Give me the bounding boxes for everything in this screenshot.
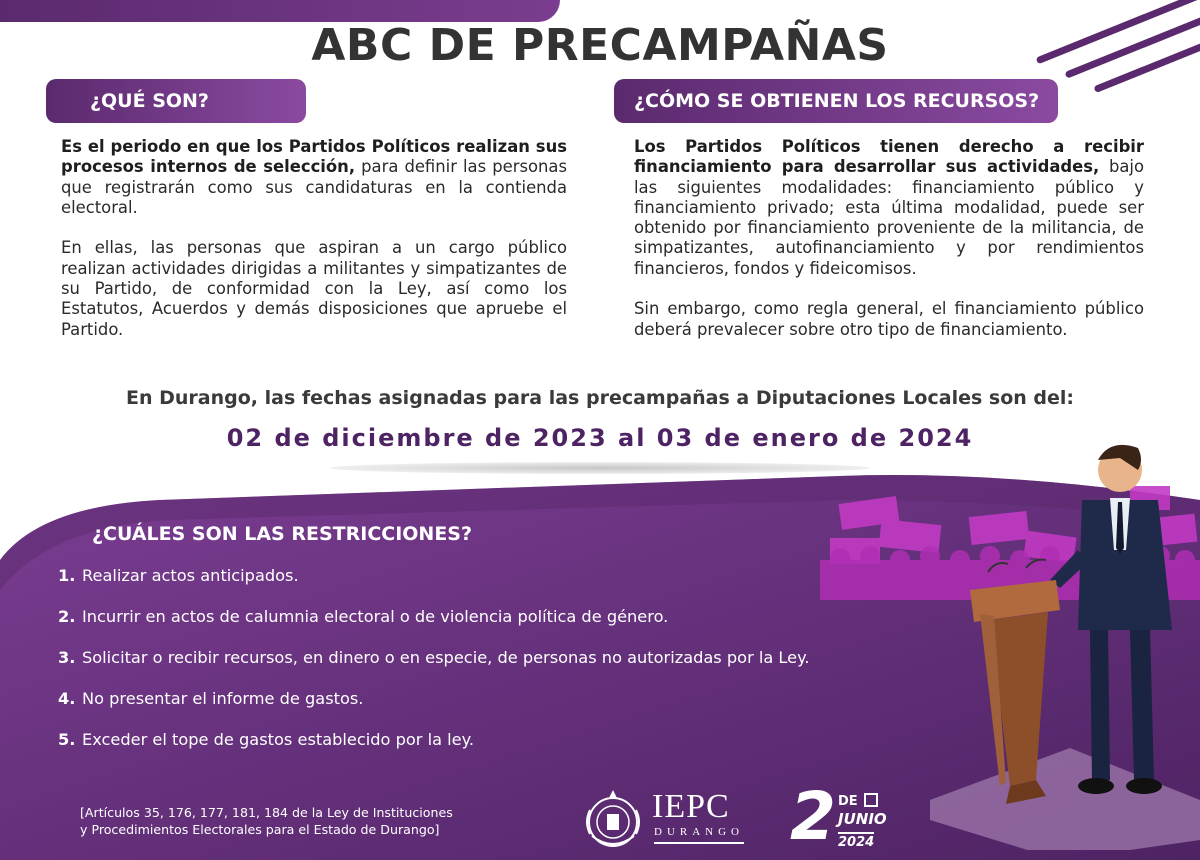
badge-year: 2024 — [838, 832, 874, 850]
que-son-paragraph-2: En ellas, las personas que aspiran a un cargo público realizan actividades dirigidas a militantes y simpatizantes de su Partido, de conformidad con la Ley, así como los Estatutos, Acuerdos y demás disposiciones que apruebe el Partido. — [61, 238, 567, 339]
legal-footnote — [80, 804, 453, 838]
recursos-rest: bajo las siguientes modalidades: financiamiento público y financiamiento privado; esta última modalidad, puede ser obtenido por financiamiento proveniente de la militancia, de simpatizantes, autofinanciamiento y por rendimientos financieros, fondos y fideicomisos. — [634, 157, 1144, 278]
dates-intro: En Durango, las fechas asignadas para las precampañas a Diputaciones Locales son del: — [125, 387, 1074, 409]
item-number: 5. — [58, 730, 76, 749]
list-item — [58, 730, 810, 771]
list-item — [58, 648, 810, 689]
speaker-illustration — [820, 430, 1200, 850]
iepc-wordmark: IEPC — [652, 788, 730, 825]
item-text: Incurrir en actos de calumnia electoral o de violencia política de género. — [82, 607, 669, 626]
iepc-logo — [582, 786, 752, 854]
iepc-underline — [654, 842, 744, 844]
iepc-subtitle: DURANGO — [654, 826, 744, 838]
dates-range: 02 de diciembre de 2023 al 03 de enero de 2024 — [226, 424, 974, 452]
restricciones-heading: ¿CUÁLES SON LAS RESTRICCIONES? — [92, 523, 473, 545]
page-title: ABC DE PRECAMPAÑAS — [311, 20, 889, 71]
item-text: Realizar actos anticipados. — [82, 566, 299, 585]
que-son-bold: Es el periodo en que los Partidos Políticos realizan sus procesos internos de selección, — [61, 137, 567, 177]
iepc-seal-icon — [582, 786, 644, 854]
recursos-heading: ¿CÓMO SE OBTIENEN LOS RECURSOS? — [614, 79, 1058, 123]
footnote-line-2: y Procedimientos Electorales para el Estado de Durango] — [80, 822, 440, 837]
restricciones-list — [58, 566, 810, 771]
list-item — [58, 689, 810, 730]
list-item — [58, 566, 810, 607]
item-text: Exceder el tope de gastos establecido por la ley. — [82, 730, 475, 749]
item-text: No presentar el informe de gastos. — [82, 689, 364, 708]
que-son-rest: para definir las personas que registrarán como sus candidaturas en la contienda electoral. — [61, 157, 567, 217]
recursos-bold: Los Partidos Políticos tienen derecho a recibir financiamiento para desarrollar sus actividades, — [634, 137, 1144, 177]
item-number: 4. — [58, 689, 76, 708]
footnote-line-1: [Artículos 35, 176, 177, 181, 184 de la Ley de Instituciones — [80, 805, 453, 820]
item-number: 3. — [58, 648, 76, 667]
badge-de: DE — [838, 794, 858, 809]
list-item — [58, 607, 810, 648]
que-son-heading: ¿QUÉ SON? — [46, 79, 306, 123]
item-number: 1. — [58, 566, 76, 585]
item-text: Solicitar o recibir recursos, en dinero o en especie, de personas no autorizadas por la Ley. — [82, 648, 810, 667]
recursos-paragraph-2: Sin embargo, como regla general, el financiamiento público deberá prevalecer sobre otro tipo de financiamiento. — [634, 299, 1144, 339]
badge-day: 2 — [790, 778, 836, 855]
badge-month: JUNIO — [838, 810, 887, 828]
item-number: 2. — [58, 607, 76, 626]
